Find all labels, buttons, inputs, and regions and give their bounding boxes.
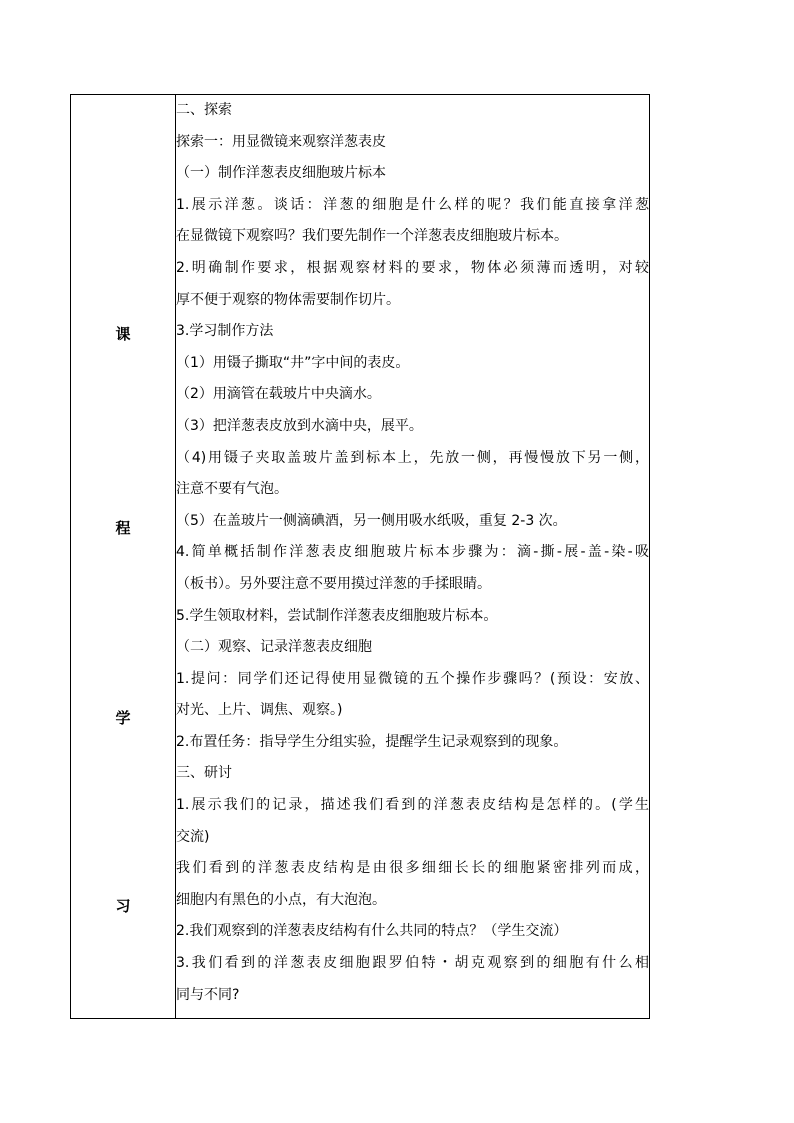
text-line: 1.提问：同学们还记得使用显微镜的五个操作步骤吗？(预设：安放、 [176, 670, 649, 687]
text-line: 在显微镜下观察吗？我们要先制作一个洋葱表皮细胞玻片标本。 [176, 228, 568, 245]
lesson-plan-table [70, 94, 650, 1019]
side-label-cell [71, 95, 176, 1019]
text-line: 交流) [176, 828, 210, 845]
text-line: 2.我们观察到的洋葱表皮结构有什么共同的特点？（学生交流） [176, 923, 568, 940]
side-label-char: 课 [115, 325, 131, 343]
text-line: 2.布置任务：指导学生分组实验，提醒学生记录观察到的现象。 [176, 733, 568, 750]
content-lines [176, 95, 649, 1011]
text-line: 1.展示我们的记录，描述我们看到的洋葱表皮结构是怎样的。(学生 [176, 797, 649, 814]
text-line: 三、研讨 [176, 765, 232, 782]
text-line: 1.展示洋葱。谈话：洋葱的细胞是什么样的呢？我们能直接拿洋葱 [176, 196, 649, 213]
text-line: （1）用镊子撕取“井”字中间的表皮。 [176, 354, 410, 371]
text-line: 5.学生领取材料，尝试制作洋葱表皮细胞玻片标本。 [176, 607, 498, 624]
text-line: （3）把洋葱表皮放到水滴中央，展平。 [176, 417, 423, 434]
text-line: 厚不便于观察的物体需要制作切片。 [176, 291, 400, 308]
table-row [71, 95, 650, 1019]
text-line: 同与不同? [176, 986, 240, 1003]
text-line: 细胞内有黑色的小点，有大泡泡。 [176, 891, 386, 908]
text-line: （4)用镊子夹取盖玻片盖到标本上，先放一侧，再慢慢放下另一侧， [176, 449, 649, 466]
text-line: （一）制作洋葱表皮细胞玻片标本 [176, 165, 386, 182]
content-cell [176, 95, 650, 1019]
text-line: 对光、上片、调焦、观察。) [176, 702, 343, 719]
text-line: 注意不要有气泡。 [176, 481, 288, 498]
text-line: （二）观察、记录洋葱表皮细胞 [176, 639, 372, 656]
text-line: 2.明确制作要求，根据观察材料的要求，物体必须薄而透明，对较 [176, 259, 649, 276]
text-line: 4.简单概括制作洋葱表皮细胞玻片标本步骤为：滴-撕-展-盖-染-吸 [176, 544, 649, 561]
text-line: 探索一：用显微镜来观察洋葱表皮 [176, 133, 386, 150]
text-line: 二、探索 [176, 102, 232, 118]
side-label-char: 学 [115, 709, 131, 727]
side-label-char: 习 [115, 897, 131, 915]
text-line: 我们看到的洋葱表皮结构是由很多细细长长的细胞紧密排列而成， [176, 860, 649, 877]
side-label-char: 程 [115, 519, 131, 537]
text-line: （板书）。另外要注意不要用摸过洋葱的手揉眼睛。 [176, 575, 491, 592]
text-line: 3.我们看到的洋葱表皮细胞跟罗伯特・胡克观察到的细胞有什么相 [176, 955, 649, 972]
text-line: （2）用滴管在载玻片中央滴水。 [176, 386, 381, 403]
text-line: 3.学习制作方法 [176, 323, 274, 340]
text-line: （5）在盖玻片一侧滴碘酒，另一侧用吸水纸吸，重复 2-3 次。 [176, 512, 567, 529]
